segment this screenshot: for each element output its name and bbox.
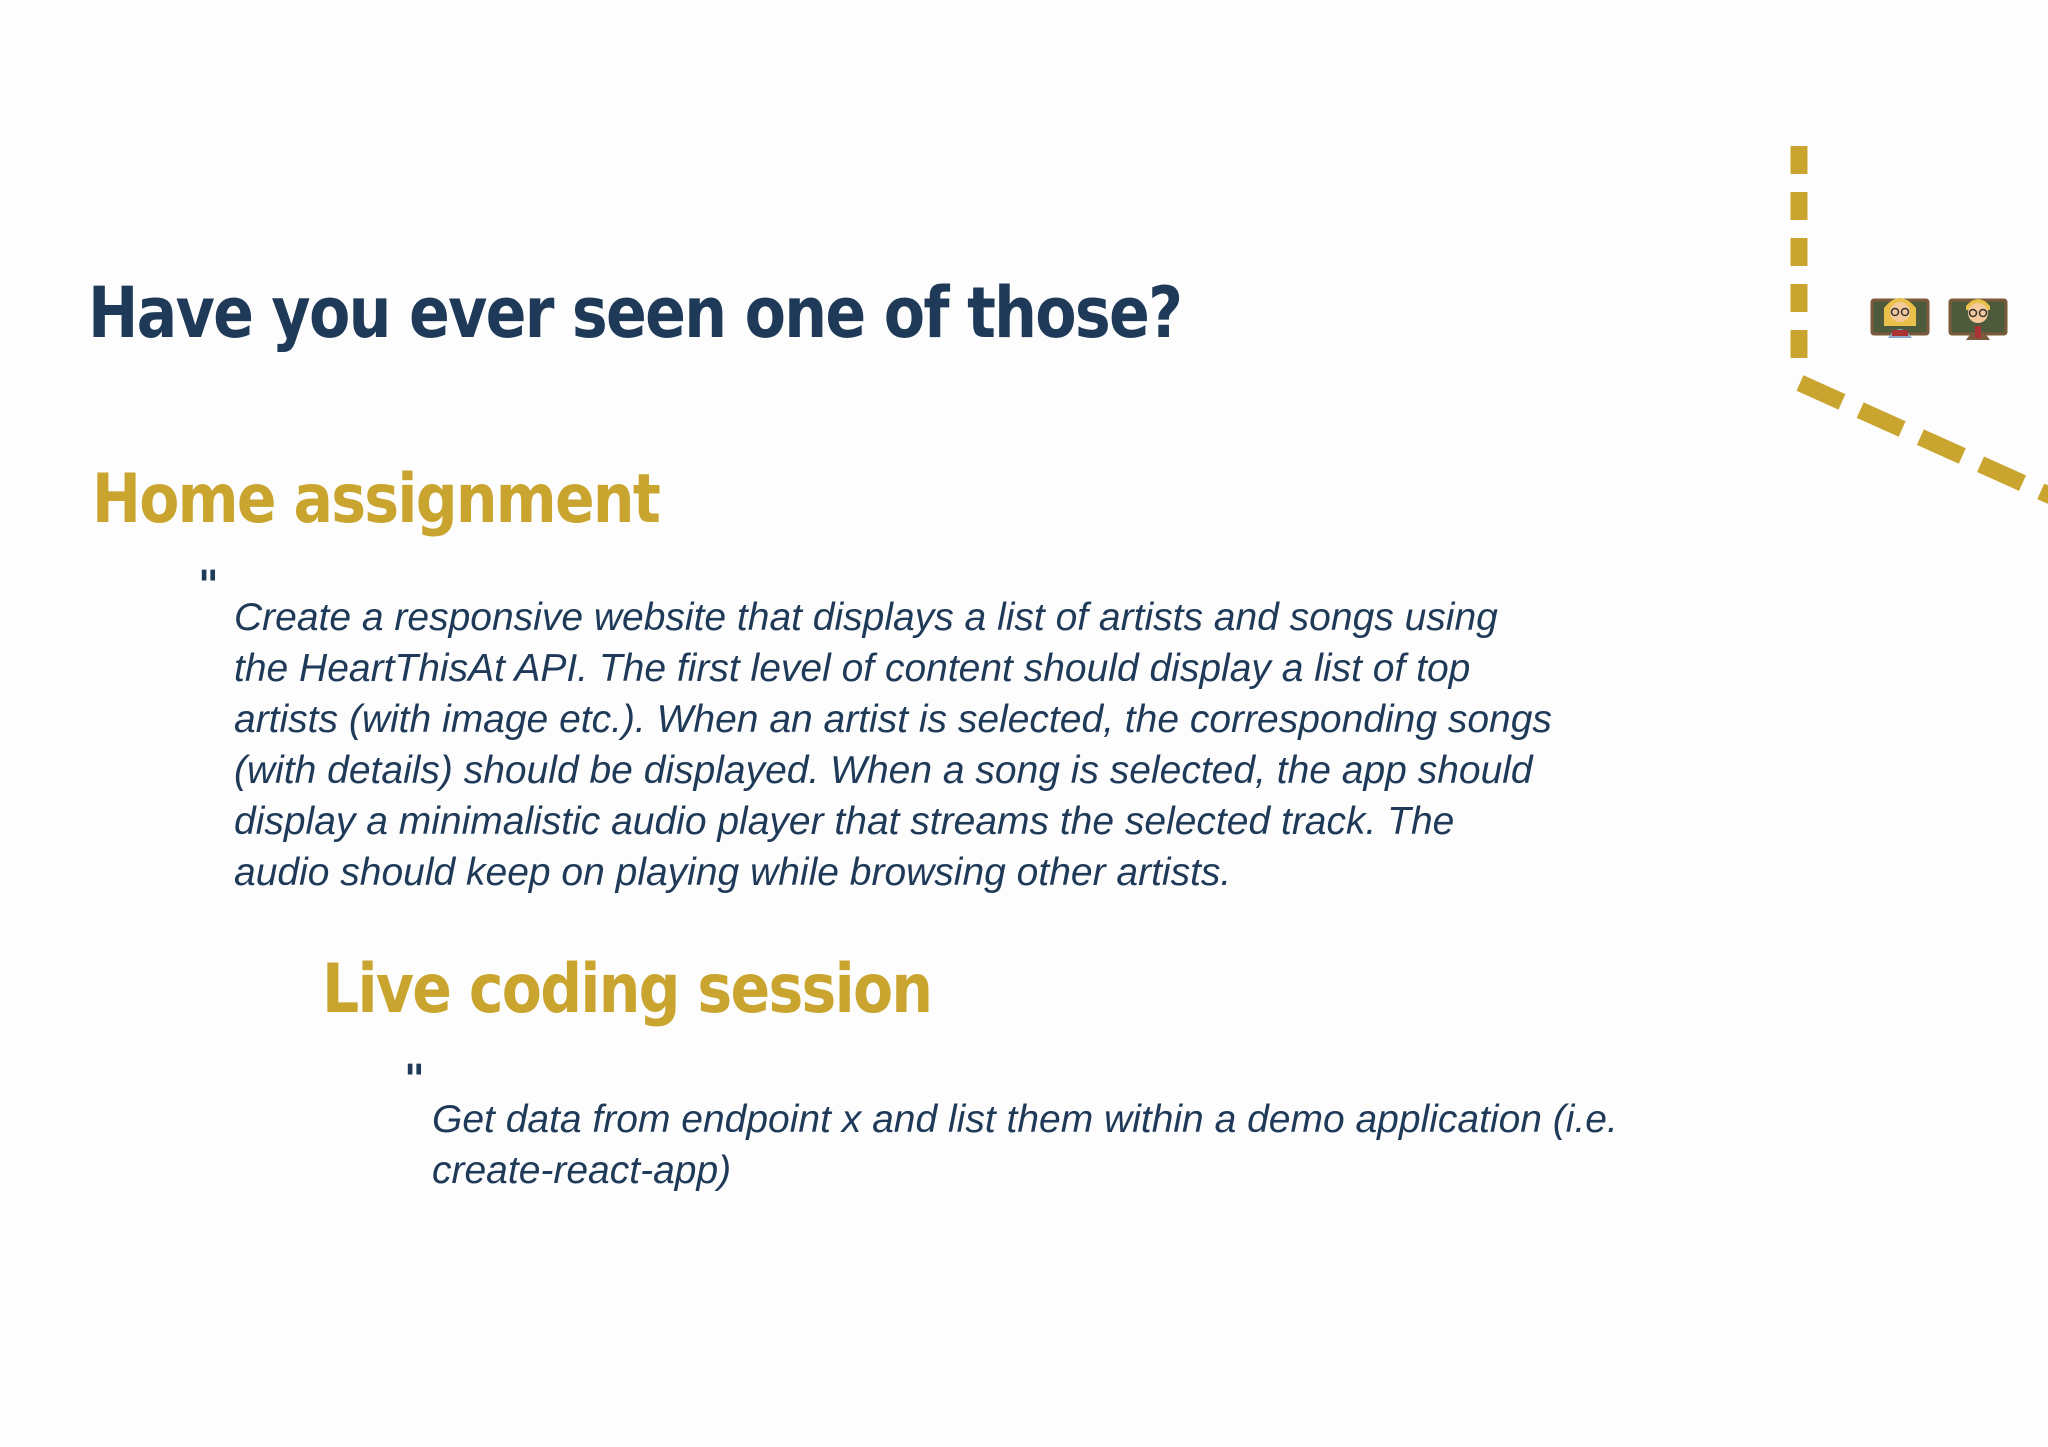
man-teacher-icon xyxy=(1948,286,2008,344)
home-assignment-quote xyxy=(234,592,1552,898)
quote-line: (with details) should be displayed. When a song is selected, the app should xyxy=(234,749,1533,792)
home-assignment-quote-mark: " xyxy=(198,562,219,609)
quote-line: artists (with image etc.). When an artist is selected, the corresponding songs xyxy=(234,698,1552,741)
home-assignment-heading: Home assignment xyxy=(92,460,660,539)
woman-teacher-icon xyxy=(1870,286,1930,344)
live-coding-quote xyxy=(432,1094,1618,1196)
quote-line: the HeartThisAt API. The first level of content should display a list of top xyxy=(234,647,1471,690)
quote-line: display a minimalistic audio player that streams the selected track. The xyxy=(234,800,1455,843)
slide-title: Have you ever seen one of those? xyxy=(88,272,1182,354)
quote-line: audio should keep on playing while browsing other artists. xyxy=(234,851,1232,894)
teacher-emojis xyxy=(1870,286,2008,344)
live-coding-quote-mark: " xyxy=(404,1056,425,1103)
live-coding-heading: Live coding session xyxy=(322,950,932,1029)
quote-line: Create a responsive website that displays a list of artists and songs using xyxy=(234,596,1498,639)
quote-line: Get data from endpoint x and list them within a demo application (i.e. xyxy=(432,1098,1618,1141)
quote-line: create-react-app) xyxy=(432,1149,732,1192)
